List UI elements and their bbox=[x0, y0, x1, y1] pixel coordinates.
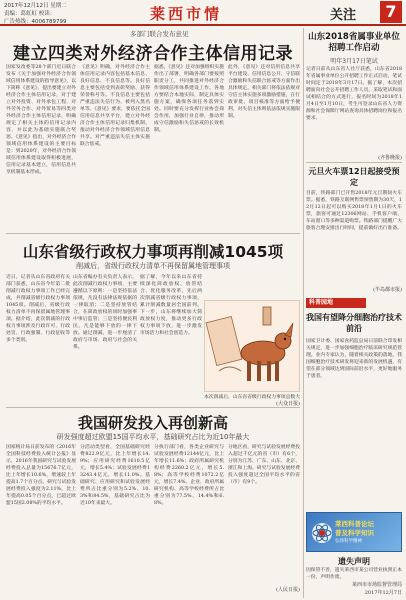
right-author2: (半岛都市报) bbox=[373, 287, 402, 293]
article2-col2: 山东省编办有关负责人表示，此次削减行政权力事项，主要遵循以下原则：一是坚持依法依规，凡没有法律法规依据的一律取消；二是坚持放管结合，在简政放权的同时加强事中事后监管；三是坚持便民利民，凡是能够下放的一律下放。通过削减，进一步厘清了政府与市场、政府与社会的关系。 bbox=[73, 275, 137, 350]
science-logo-icon bbox=[310, 521, 334, 545]
article2-headline: 山东省级行政权力事项再削减1045项 bbox=[22, 243, 284, 261]
cartoon-illustration bbox=[204, 300, 300, 392]
header-meta bbox=[4, 2, 67, 26]
ad-text bbox=[335, 520, 374, 538]
right-title4: 遗失声明 bbox=[338, 557, 370, 566]
article-separator bbox=[306, 162, 402, 163]
article3-col2: 分活动类型看，全国基础研究经费822.9亿元，比上年增长14.9%；应用研究经费1610.5亿元，增长5.4%；试验发展经费13243.4亿元，增长11.0%。基础研究、应用研究和试验发展经费所占比重分别为5.2%、10.3%和84.5%，基础研究占比为近10年来最大。 bbox=[80, 445, 150, 506]
article1-col1: 国家发改委等28个部门近日联合发布《关于加强对外经济合作领域信用体系建设的指导意见》，以下简称《意见》，提出要建立对外经济合作主体信用记录，对于建立对外投资、对外承包工程、对外劳务合作、对外贸易等四类对外经济合作主体信用记录，明确规定了相关主体的信用记录内容，并以此为基础实施联合奖惩。《意见》指出，对外经济合作领域信用体系建设的主要目标是：到2020年，对外经济合作领域信用体系建设取得积极进展，信用记录基本建立，信用信息共享机制基本形成。 bbox=[6, 65, 76, 175]
ad-banner bbox=[306, 512, 402, 552]
cartoon-figure-icon bbox=[205, 301, 301, 393]
article-separator bbox=[6, 407, 300, 408]
right-body1: 记者日前从山东省人社厅获悉，山东省2018年省属事业单位公开招聘工作正式启动，笔试时间定于2018年3月17日。据了解，本次招聘面向社会公开招聘工作人员，采取笔试和面试相结合的方式进行，报名时间为2018年1月4日至1月10日，考生可登录山东省人力资源和社会保障厅网站查询具体招聘岗位和报名要求。 bbox=[306, 67, 402, 121]
article3-author: (人民日报) bbox=[276, 587, 300, 593]
article3-col3: 分执行部门看，各类企业研究与试验发展经费12144亿元，比上年增长11.6%；政府所属研究机构经费2260.2亿元，增长5.8%；高等学校经费1072.2亿元，增长7.4%。企业、政府所属研究机构、高等学校经费所占比重分别为77.5%、14.4%和6.8%。 bbox=[154, 445, 224, 506]
right-title3: 我国有望降分细胞治疗技术前沿 bbox=[306, 313, 402, 333]
article3-col4: 分地区看，研究与试验发展经费投入超过千亿元的省（市）有6个，分别为江苏、广东、山东、北京、浙江和上海。研究与试验发展经费投入强度超过全国平均水平的省（市）有9个。 bbox=[228, 445, 300, 485]
article1-col4: 此外，《意见》还对信用信息共享平台建设、信用信息公开、守信联合激励和失信联合惩戒等方面作出具体规定。相关部门将依法依规对守信主体实施多项激励措施，在行政审批、项目核准等方面给予便利，对失信主体则依法依规实施限制。 bbox=[228, 65, 300, 119]
section-tag-science: 科普园地 bbox=[306, 298, 366, 308]
right-title1: 山东2018省属事业单位招聘工作启动 bbox=[308, 32, 400, 53]
right-author1: (齐鲁晚报) bbox=[378, 155, 402, 161]
right-sub1: 明年3月17日笔试 bbox=[330, 58, 378, 65]
header-date: 2017年12月12日 星期二 bbox=[4, 3, 67, 9]
article2-col1: 近日，记者从山东省政府有关部门获悉，山东省今年第二批削减行政权力事项工作已经完成，共削减省级行政权力事项1045项。削减后，省级行政权力清单不再保留属地管理事项。据介绍，此次削减的行政权力事项涉及行政许可、行政处罚、行政强制、行政征收等多个类别。 bbox=[6, 275, 70, 343]
header-ad-hotline: 广告热线：4006789799 bbox=[4, 19, 67, 25]
article2-col3: 据了解，今年以来山东省持续深化简政放权、放管结合、优化服务改革，先后两次削减省级行政权力事项，累计削减数量居全国前列。下一步，山东将继续加大简政放权力度，推动更多行政权力事项下放，进一步激发市场活力和社会创造力。 bbox=[140, 275, 202, 336]
article3-subhead: 研发强度超过欧盟15国平均水平，基础研究占比为近10年最大 bbox=[56, 433, 250, 441]
right-body4: 因保管不善，遗失莱西市某公司营业执照正本一份，声明作废。 bbox=[306, 568, 402, 580]
article3-headline: 我国研发投入再创新高 bbox=[77, 414, 228, 432]
article1-col2: 《意见》明确，对外经济合作主体信用记录内容包括基本信息、良好信息、不良信息等。良好信息主要包括受到表彰奖励、获得荣誉称号等。不良信息主要包括严重违法失信行为、被列入黑名单等。《意见》要求，要依托全国信用信息共享平台，建立对外经济合作主体信用记录归集机制，推动对外经济合作领域信用信息共享。对严重违法失信主体实施联合惩戒。 bbox=[80, 65, 150, 147]
article2-subhead: 削减后，省级行政权力清单不再保留属地管理事项 bbox=[76, 262, 230, 270]
right-footer-date: 2017年12月7日 bbox=[364, 590, 402, 596]
article3-col1: 国家统计局日前发布的《2016年全国科技经费投入统计公报》显示，2016年我国研究与试验发展经费投入总量为15676.7亿元，比上年增长10.6%，增速较上年提高1.7个百分点。研究与试验发展经费投入强度为2.11%，比上年提高0.05个百分点，已超过欧盟15国2.08%的平均水平。 bbox=[6, 445, 76, 506]
right-footer-note: 莱西市市场监督管理局 bbox=[351, 582, 402, 588]
article1-col3: 据悉，《意见》还对加强组织实施作出了部署，明确各部门要按照职责分工，共同推进对外经济合作领域信用体系建设工作。各地方要结合本地实际，制定具体实施方案，确保各项任务落到实处。同时要充分发挥行业协会商会作用，加强行业自律，推动形成守信激励和失信惩戒的长效机制。 bbox=[154, 65, 224, 133]
right-body3: 国家卫计委、国家食药监总局日前联合印发相关规定，进一步加强细胞治疗临床研究规范管理。业内专家认为，随着相关政策的落地，我国细胞治疗技术研发将迎来新的发展机遇，有望在部分领域达到国际前沿水平，更好地服务于患者。 bbox=[306, 339, 402, 379]
right-title2: 元旦火车票12日起接受预定 bbox=[308, 167, 400, 187]
ad-line2: 普及科学知识 bbox=[335, 529, 374, 537]
article-separator bbox=[6, 233, 300, 234]
ad-line1: 莱西科普论坛 bbox=[335, 520, 374, 528]
article1-headline: 建立四类对外经济合作主体信用记录 bbox=[13, 44, 293, 64]
column-divider bbox=[303, 28, 304, 598]
article2-author: (大众日报) bbox=[276, 401, 300, 407]
ad-sub: 弘扬科学精神 bbox=[335, 539, 362, 544]
page-number: 7 bbox=[380, 1, 402, 23]
article1-kicker: 多部门联合发布意见 bbox=[130, 30, 189, 38]
article2-col4: 本次削减后，山东省省级行政权力事项总数大 bbox=[204, 395, 300, 400]
header-editor: 责编：葛虹虹 校读： bbox=[4, 11, 56, 17]
newspaper-brand: 莱西市情 bbox=[150, 5, 223, 23]
page-header bbox=[0, 0, 406, 26]
right-body2: 目前，铁路部门已开售2018年元旦期间火车票。据悉，铁路互联网售票预售期为30天，12月12日起可以购买2018年1月1日的火车票，旅客可通过12306网站、手机客户端、车站窗口等多种渠道购票。铁路部门提醒广大旅客合理安排出行时间，提前做好出行准备。 bbox=[306, 191, 402, 231]
section-name: 关注 bbox=[330, 8, 357, 23]
